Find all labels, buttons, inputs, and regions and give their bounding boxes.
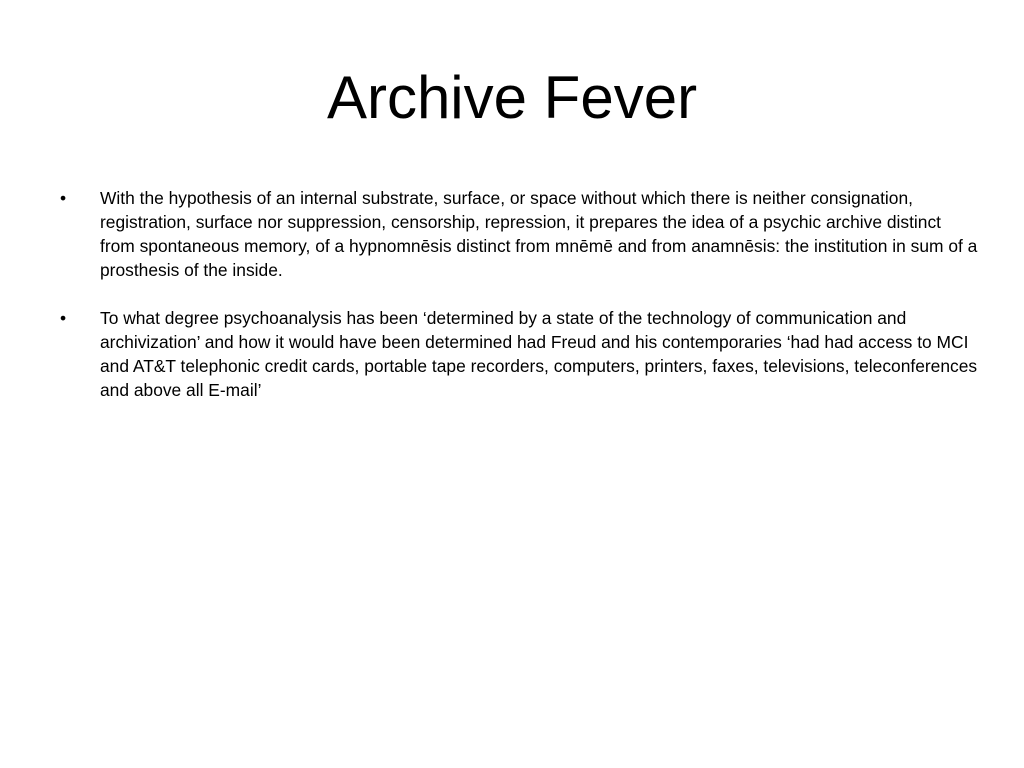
bullet-text: With the hypothesis of an internal substrate, surface, or space without which there is neither consignation, registration, surface nor suppression, censorship, repression, it prepares the idea of a psychic archive distinct from spontaneous memory, of a hypnomnēsis distinct from mnēmē and from anamnēsis: the institution in sum of a prosthesis of the inside. bbox=[100, 188, 978, 280]
bullet-item bbox=[60, 186, 980, 282]
bullet-item bbox=[60, 306, 980, 402]
bullet-list bbox=[60, 186, 980, 426]
bullet-text: To what degree psychoanalysis has been ‘determined by a state of the technology of communication and archivization’ and how it would have been determined had Freud and his contemporaries ‘had had access to MCI and AT&T telephonic credit cards, portable tape recorders, computers, printers, faxes, televisions, teleconferences and above all E-mail’ bbox=[100, 308, 978, 400]
bullet-marker: • bbox=[60, 188, 67, 208]
bullet-marker: • bbox=[60, 308, 67, 328]
slide-title: Archive Fever bbox=[326, 64, 698, 131]
